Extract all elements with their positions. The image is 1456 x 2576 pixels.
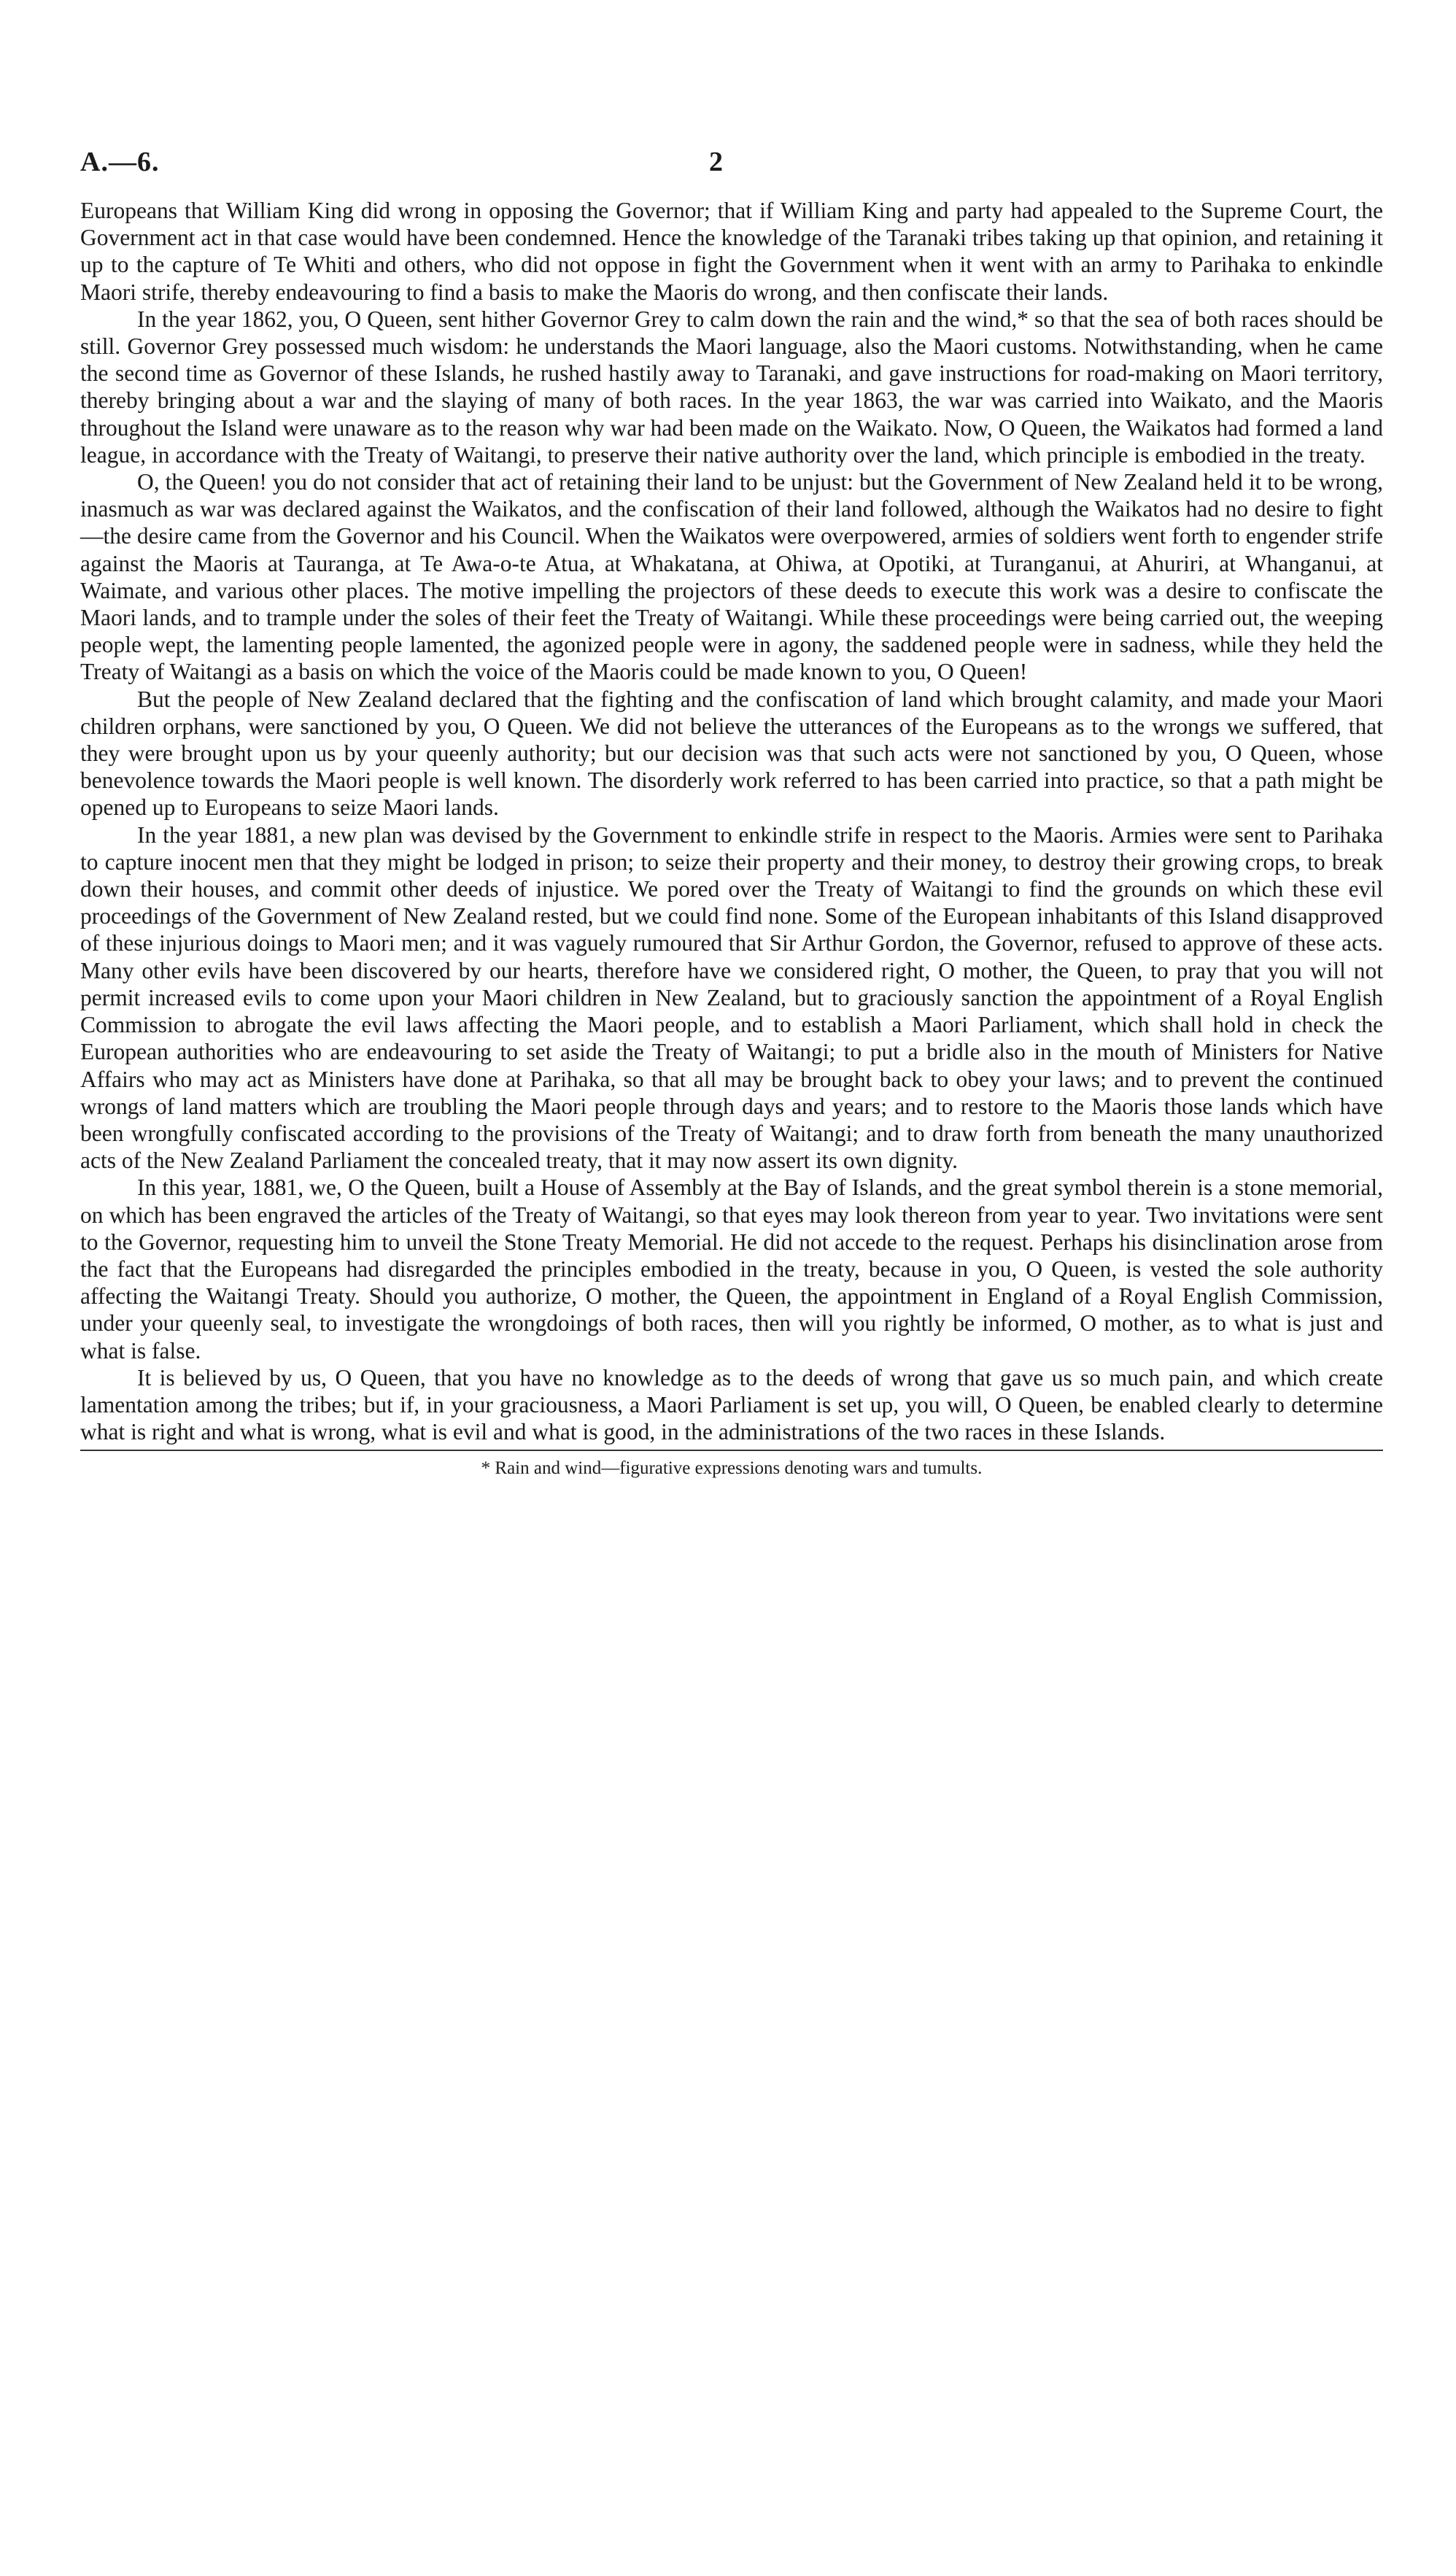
body-text: [80, 197, 1383, 1445]
page-number: 2: [709, 147, 723, 177]
footnote: * Rain and wind—figurative expressions denoting wars and tumults.: [481, 1458, 983, 1479]
document-reference: A.—6.: [80, 147, 160, 177]
page-header: [80, 146, 1383, 197]
footnote-divider: [80, 1450, 1383, 1451]
paragraph-waikato-confiscation: O, the Queen! you do not consider that act of retaining their land to be unjust: but the Government of New Zealand held it to be wrong, inasmuch as war was declared against the Waikatos, and the confiscation of their land followed, although the Waikatos had no desire to fight—the desire came from the Governor and his Council. When the Waikatos were overpowered, armies of soldiers went forth to engender strife against the Maoris at Tauranga, at Te Awa-o-te Atua, at Whakatana, at Ohiwa, at Opotiki, at Turanganui, at Ahuriri, at Whanganui, at Waimate, and various other places. The motive impelling the projectors of these deeds to execute this work was a desire to confiscate the Maori lands, and to trample under the soles of their feet the Treaty of Waitangi. While these proceedings were being carried out, the weeping people wept, the lamenting people lamented, the agonized people were in agony, the saddened people were in sadness, while they held the Treaty of Waitangi as a basis on which the voice of the Maoris could be made known to you, O Queen!: [80, 469, 1383, 685]
document-page: [80, 146, 1383, 1480]
paragraph-house-of-assembly: In this year, 1881, we, O the Queen, built a House of Assembly at the Bay of Islands, and the great symbol therein is a stone memorial, on which has been engraved the articles of the Treaty of Waitangi, so that eyes may look thereon from year to year. Two invitations were sent to the Governor, requesting him to unveil the Stone Treaty Memorial. He did not accede to the request. Perhaps his disinclination arose from the fact that the Europeans had disregarded the principles embodied in the treaty, because in you, O Queen, is vested the sole authority affecting the Waitangi Treaty. Should you authorize, O mother, the Queen, the appointment in England of a Royal English Commission, under your queenly seal, to investigate the wrongdoings of both races, then will you rightly be informed, O mother, as to what is just and what is false.: [80, 1175, 1383, 1364]
paragraph-parihaka-1881: In the year 1881, a new plan was devised by the Government to enkindle strife in respect to the Maoris. Armies were sent to Parihaka to capture inocent men that they might be lodged in prison; to seize their property and their money, to destroy their growing crops, to break down their houses, and commit other deeds of injustice. We pored over the Treaty of Waitangi to find the grounds on which these evil proceedings of the Government of New Zealand rested, but we could find none. Some of the European inhabitants of this Island disapproved of these injurious doings to Maori men; and it was vaguely rumoured that Sir Arthur Gordon, the Governor, refused to approve of these acts. Many other evils have been discovered by our hearts, therefore have we considered right, O mother, the Queen, to pray that you will not permit increased evils to come upon your Maori children in New Zealand, but to graciously sanction the appointment of a Royal English Commission to abrogate the evil laws affecting the Maori people, and to establish a Maori Parliament, which shall hold in check the European authorities who are endeavouring to set aside the Treaty of Waitangi; to put a bridle also in the mouth of Ministers for Native Affairs who may act as Ministers have done at Parihaka, so that all may be brought back to obey your laws; and to prevent the continued wrongs of land matters which are troubling the Maori people through days and years; and to restore to the Maoris those lands which have been wrongfully confiscated according to the provisions of the Treaty of Waitangi; and to draw forth from beneath the many unauthorized acts of the New Zealand Parliament the concealed treaty, that it may now assert its own dignity.: [80, 821, 1383, 1174]
paragraph-continuation: Europeans that William King did wrong in opposing the Governor; that if William King and party had appealed to the Supreme Court, the Government act in that case would have been condemned. Hence the knowledge of the Taranaki tribes taking up that opinion, and retaining it up to the capture of Te Whiti and others, who did not oppose in fight the Government when it went with an army to Parihaka to enkindle Maori strife, thereby endeavouring to find a basis to make the Maoris do wrong, and then confiscate their lands.: [80, 198, 1383, 305]
paragraph-governor-grey: In the year 1862, you, O Queen, sent hither Governor Grey to calm down the rain and the wind,* so that the sea of both races should be still. Governor Grey possessed much wisdom: he understands the Maori language, also the Maori customs. Notwithstanding, when he came the second time as Governor of these Islands, he rushed hastily away to Taranaki, and gave instructions for road-making on Maori territory, thereby bringing about a war and the slaying of many of both races. In the year 1863, the war was carried into Waikato, and the Maoris throughout the Island were unaware as to the reason why war had been made on the Waikato. Now, O Queen, the Waikatos had formed a land league, in accordance with the Treaty of Waitangi, to preserve their native authority over the land, which principle is embodied in the treaty.: [80, 306, 1383, 468]
paragraph-queen-sanction: But the people of New Zealand declared that the fighting and the confiscation of land which brought calamity, and made your Maori children orphans, were sanctioned by you, O Queen. We did not believe the utterances of the Europeans as to the wrongs we suffered, that they were brought upon us by your queenly authority; but our decision was that such acts were not sanctioned by you, O Queen, whose benevolence towards the Maori people is well known. The disorderly work referred to has been carried into practice, so that a path might be opened up to Europeans to seize Maori lands.: [80, 686, 1383, 821]
paragraph-maori-parliament: It is believed by us, O Queen, that you have no knowledge as to the deeds of wrong that gave us so much pain, and which create lamentation among the tribes; but if, in your graciousness, a Maori Parliament is set up, you will, O Queen, be enabled clearly to determine what is right and what is wrong, what is evil and what is good, in the administrations of the two races in these Islands.: [80, 1364, 1383, 1445]
